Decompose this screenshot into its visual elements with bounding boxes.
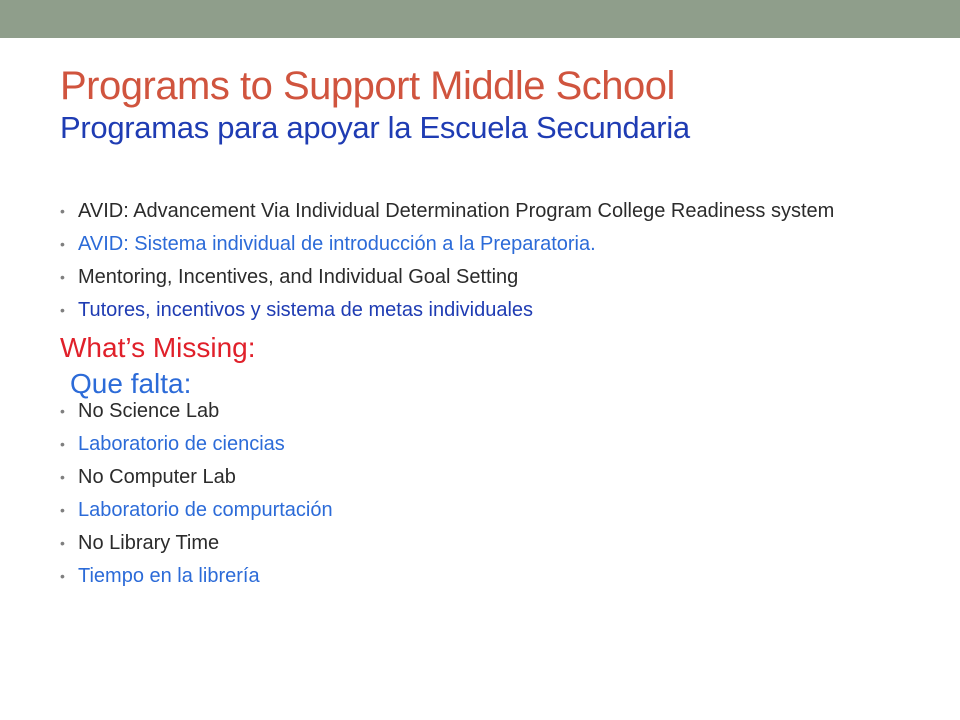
list-item-missing-3 xyxy=(60,466,890,488)
list-item-program-2 xyxy=(60,233,890,255)
list-item-missing-4 xyxy=(60,499,890,521)
bullet-icon: • xyxy=(60,535,65,551)
missing-heading-spanish: Que falta: xyxy=(70,368,192,399)
list-item-text: Laboratorio de ciencias xyxy=(78,433,285,455)
bullet-icon: • xyxy=(60,203,65,219)
list-item-program-3 xyxy=(60,266,890,288)
list-item-text: AVID: Sistema individual de introducción a la Preparatoria. xyxy=(78,233,596,255)
list-item-missing-5 xyxy=(60,532,890,554)
title-block xyxy=(60,62,920,146)
bullet-icon: • xyxy=(60,568,65,584)
list-item-program-1 xyxy=(60,200,890,222)
list-item-text: No Computer Lab xyxy=(78,466,236,488)
list-item-program-4 xyxy=(60,299,890,321)
list-item-missing-1 xyxy=(60,400,890,422)
list-item-text: No Science Lab xyxy=(78,400,220,422)
bullet-icon: • xyxy=(60,436,65,452)
list-item-text: No Library Time xyxy=(78,532,220,554)
bullet-icon: • xyxy=(60,469,65,485)
list-item-text: AVID: Advancement Via Individual Determination Program College Readiness system xyxy=(78,200,835,222)
bullet-icon: • xyxy=(60,403,65,419)
list-item-text: Laboratorio de compurtación xyxy=(78,499,333,521)
bullet-icon: • xyxy=(60,269,65,285)
slide-subtitle: Programas para apoyar la Escuela Secundaria xyxy=(60,110,690,145)
list-item-missing-6 xyxy=(60,565,890,587)
list-item-text: Mentoring, Incentives, and Individual Goal Setting xyxy=(78,266,519,288)
list-item-missing-2 xyxy=(60,433,890,455)
list-item-text: Tutores, incentivos y sistema de metas individuales xyxy=(78,299,534,321)
missing-heading: What’s Missing: xyxy=(60,332,256,363)
top-accent-bar xyxy=(0,0,960,38)
list-item-text: Tiempo en la librería xyxy=(78,565,260,587)
content-area xyxy=(60,200,890,598)
bullet-icon: • xyxy=(60,502,65,518)
bullet-icon: • xyxy=(60,302,65,318)
missing-list xyxy=(60,400,890,587)
programs-list xyxy=(60,200,890,321)
slide-title: Programs to Support Middle School xyxy=(60,64,675,108)
bullet-icon: • xyxy=(60,236,65,252)
